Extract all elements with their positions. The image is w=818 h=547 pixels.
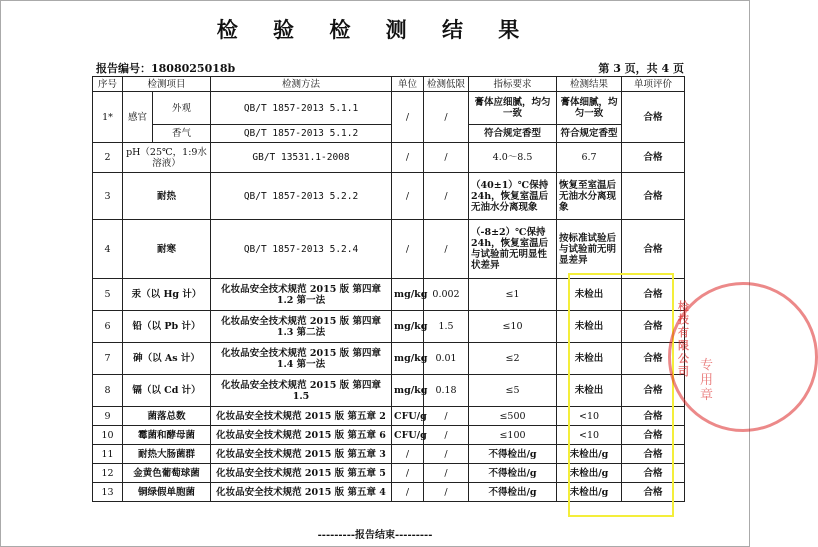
row-result: 膏体细腻，均匀一致 bbox=[557, 92, 622, 125]
row-method: GB/T 13531.1-2008 bbox=[211, 143, 392, 173]
row-method: 化妆品安全技术规范 2015 版 第四章 1.5 bbox=[211, 375, 392, 407]
header-item: 检测项目 bbox=[123, 77, 211, 92]
row-requirement: （-8±2）℃保持24h，恢复室温后与试验前无明显性状差异 bbox=[469, 220, 557, 279]
table-row bbox=[93, 311, 685, 343]
row-item: 铜绿假单胞菌 bbox=[123, 483, 211, 502]
row-requirement: ≤2 bbox=[469, 343, 557, 375]
row-result: 未检出/g bbox=[557, 483, 622, 502]
row-no: 13 bbox=[93, 483, 123, 502]
row-limit: / bbox=[424, 426, 469, 445]
row-evaluation: 合格 bbox=[622, 311, 685, 343]
row-result: 6.7 bbox=[557, 143, 622, 173]
table-row bbox=[93, 173, 685, 220]
row-result: 未检出/g bbox=[557, 464, 622, 483]
row-evaluation: 合格 bbox=[622, 407, 685, 426]
row-unit: mg/kg bbox=[392, 279, 424, 311]
header-unit: 单位 bbox=[392, 77, 424, 92]
row-method: QB/T 1857-2013 5.2.2 bbox=[211, 173, 392, 220]
row-item: 汞（以 Hg 计） bbox=[123, 279, 211, 311]
table-row bbox=[93, 375, 685, 407]
row-unit: / bbox=[392, 220, 424, 279]
row-item: 镉（以 Cd 计） bbox=[123, 375, 211, 407]
row-method: 化妆品安全技术规范 2015 版 第四章 1.2 第一法 bbox=[211, 279, 392, 311]
results-table bbox=[92, 76, 685, 502]
row-no: 4 bbox=[93, 220, 123, 279]
row-requirement: （40±1）℃保持24h，恢复室温后无油水分离现象 bbox=[469, 173, 557, 220]
row-method: QB/T 1857-2013 5.2.4 bbox=[211, 220, 392, 279]
row-limit: / bbox=[424, 143, 469, 173]
row-unit: / bbox=[392, 92, 424, 143]
row-method: 化妆品安全技术规范 2015 版 第五章 5 bbox=[211, 464, 392, 483]
row-requirement: ≤10 bbox=[469, 311, 557, 343]
row-limit: 0.01 bbox=[424, 343, 469, 375]
row-result: 按标准试验后与试验前无明显差异 bbox=[557, 220, 622, 279]
row-group: 感官 bbox=[123, 92, 153, 143]
row-limit: / bbox=[424, 173, 469, 220]
row-no: 8 bbox=[93, 375, 123, 407]
row-requirement: 不得检出/g bbox=[469, 445, 557, 464]
table-row bbox=[93, 407, 685, 426]
row-result: 未检出 bbox=[557, 279, 622, 311]
page-info: 第 3 页，共 4 页 bbox=[598, 62, 684, 75]
row-requirement: 符合规定香型 bbox=[469, 125, 557, 143]
row-item: 菌落总数 bbox=[123, 407, 211, 426]
row-item: 耐热 bbox=[123, 173, 211, 220]
row-evaluation: 合格 bbox=[622, 375, 685, 407]
row-method: 化妆品安全技术规范 2015 版 第五章 2 bbox=[211, 407, 392, 426]
row-item: 铅（以 Pb 计） bbox=[123, 311, 211, 343]
row-no: 7 bbox=[93, 343, 123, 375]
header-method: 检测方法 bbox=[211, 77, 392, 92]
row-item: 霉菌和酵母菌 bbox=[123, 426, 211, 445]
row-unit: / bbox=[392, 143, 424, 173]
row-item: pH（25℃，1:9水溶液） bbox=[123, 143, 211, 173]
table-row bbox=[93, 426, 685, 445]
row-limit: 1.5 bbox=[424, 311, 469, 343]
header-evaluation: 单项评价 bbox=[622, 77, 685, 92]
row-limit: / bbox=[424, 464, 469, 483]
row-unit: CFU/g bbox=[392, 407, 424, 426]
row-item: 外观 bbox=[153, 92, 211, 125]
table-row bbox=[93, 445, 685, 464]
seal-text-special: 专用章 bbox=[700, 358, 714, 403]
row-unit: mg/kg bbox=[392, 311, 424, 343]
row-evaluation: 合格 bbox=[622, 279, 685, 311]
row-limit: / bbox=[424, 407, 469, 426]
row-unit: CFU/g bbox=[392, 426, 424, 445]
row-no: 3 bbox=[93, 173, 123, 220]
row-requirement: ≤1 bbox=[469, 279, 557, 311]
row-limit: / bbox=[424, 483, 469, 502]
row-no: 10 bbox=[93, 426, 123, 445]
row-requirement: 膏体应细腻，均匀一致 bbox=[469, 92, 557, 125]
row-result: 未检出/g bbox=[557, 445, 622, 464]
row-item: 砷（以 As 计） bbox=[123, 343, 211, 375]
row-no: 9 bbox=[93, 407, 123, 426]
row-requirement: ≤5 bbox=[469, 375, 557, 407]
row-unit: / bbox=[392, 445, 424, 464]
row-no: 5 bbox=[93, 279, 123, 311]
row-no: 1* bbox=[93, 92, 123, 143]
row-requirement: ≤500 bbox=[469, 407, 557, 426]
row-method: 化妆品安全技术规范 2015 版 第四章 1.3 第二法 bbox=[211, 311, 392, 343]
row-result: 未检出 bbox=[557, 311, 622, 343]
report-number: 报告编号：1808025018b bbox=[96, 62, 236, 75]
table-row bbox=[93, 483, 685, 502]
table-row bbox=[93, 464, 685, 483]
row-evaluation: 合格 bbox=[622, 92, 685, 143]
row-method: 化妆品安全技术规范 2015 版 第五章 4 bbox=[211, 483, 392, 502]
header-requirement: 指标要求 bbox=[469, 77, 557, 92]
row-no: 12 bbox=[93, 464, 123, 483]
row-result: 恢复至室温后无油水分离现象 bbox=[557, 173, 622, 220]
row-evaluation: 合格 bbox=[622, 464, 685, 483]
seal-text-company: 检技有限公司 bbox=[678, 300, 689, 378]
row-item: 耐寒 bbox=[123, 220, 211, 279]
row-limit: / bbox=[424, 92, 469, 143]
row-result: <10 bbox=[557, 426, 622, 445]
row-no: 2 bbox=[93, 143, 123, 173]
row-evaluation: 合格 bbox=[622, 343, 685, 375]
row-unit: mg/kg bbox=[392, 343, 424, 375]
row-method: QB/T 1857-2013 5.1.1 bbox=[211, 92, 392, 125]
row-result: 未检出 bbox=[557, 375, 622, 407]
row-no: 6 bbox=[93, 311, 123, 343]
report-end-footer: ---------报告结束--------- bbox=[317, 530, 433, 541]
row-unit: mg/kg bbox=[392, 375, 424, 407]
row-evaluation: 合格 bbox=[622, 220, 685, 279]
row-item: 耐热大肠菌群 bbox=[123, 445, 211, 464]
row-evaluation: 合格 bbox=[622, 445, 685, 464]
header-limit: 检测低限 bbox=[424, 77, 469, 92]
row-evaluation: 合格 bbox=[622, 483, 685, 502]
row-method: 化妆品安全技术规范 2015 版 第五章 3 bbox=[211, 445, 392, 464]
row-no: 11 bbox=[93, 445, 123, 464]
row-method: QB/T 1857-2013 5.1.2 bbox=[211, 125, 392, 143]
row-result: 未检出 bbox=[557, 343, 622, 375]
row-unit: / bbox=[392, 464, 424, 483]
table-row bbox=[93, 279, 685, 311]
row-limit: / bbox=[424, 445, 469, 464]
row-requirement: 4.0～8.5 bbox=[469, 143, 557, 173]
table-row bbox=[93, 92, 685, 125]
table-row bbox=[93, 343, 685, 375]
page-title: 检 验 检 测 结 果 bbox=[216, 17, 534, 42]
row-evaluation: 合格 bbox=[622, 173, 685, 220]
row-method: 化妆品安全技术规范 2015 版 第四章 1.4 第一法 bbox=[211, 343, 392, 375]
row-requirement: ≤100 bbox=[469, 426, 557, 445]
row-evaluation: 合格 bbox=[622, 426, 685, 445]
row-method: 化妆品安全技术规范 2015 版 第五章 6 bbox=[211, 426, 392, 445]
row-requirement: 不得检出/g bbox=[469, 483, 557, 502]
row-result: <10 bbox=[557, 407, 622, 426]
row-unit: / bbox=[392, 173, 424, 220]
table-row bbox=[93, 220, 685, 279]
row-unit: / bbox=[392, 483, 424, 502]
header-result: 检测结果 bbox=[557, 77, 622, 92]
row-item: 香气 bbox=[153, 125, 211, 143]
table-header-row bbox=[93, 77, 685, 92]
row-item: 金黄色葡萄球菌 bbox=[123, 464, 211, 483]
table-row bbox=[93, 125, 685, 143]
row-result: 符合规定香型 bbox=[557, 125, 622, 143]
header-no: 序号 bbox=[93, 77, 123, 92]
table-row bbox=[93, 143, 685, 173]
row-limit: 0.002 bbox=[424, 279, 469, 311]
row-limit: 0.18 bbox=[424, 375, 469, 407]
row-evaluation: 合格 bbox=[622, 143, 685, 173]
row-requirement: 不得检出/g bbox=[469, 464, 557, 483]
row-limit: / bbox=[424, 220, 469, 279]
